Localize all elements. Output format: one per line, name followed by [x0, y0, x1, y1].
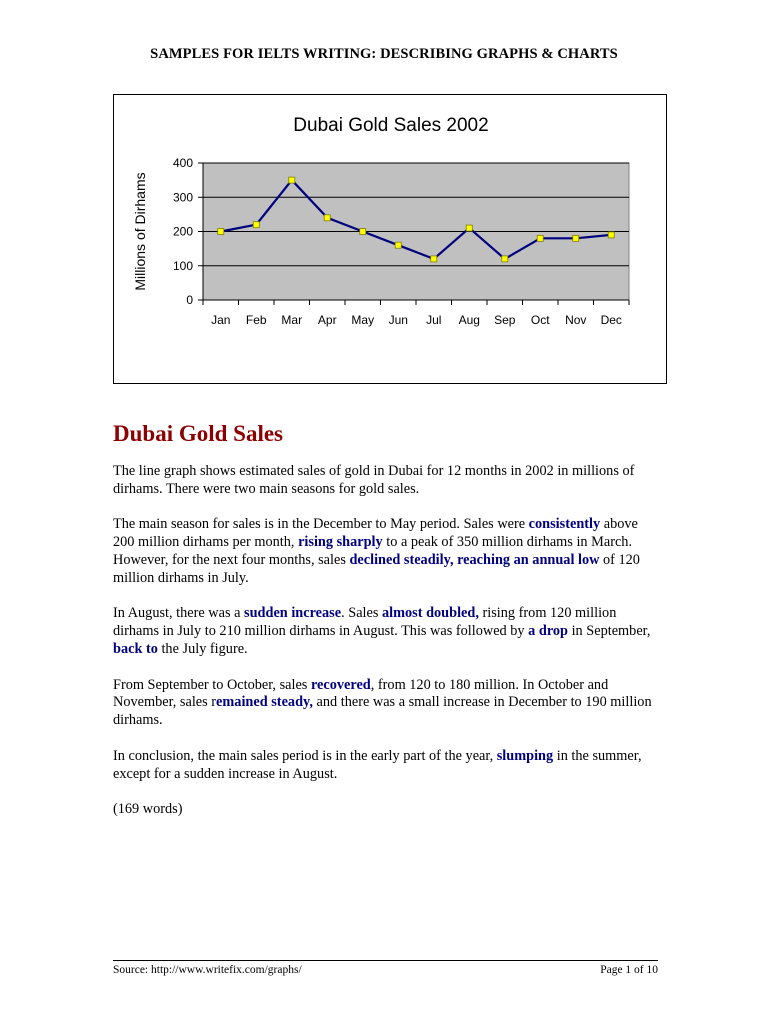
paragraph	[113, 516, 658, 587]
text-run: In August, there was a	[113, 605, 245, 622]
highlighted-phrase: almost doubled,	[382, 605, 479, 622]
y-tick-label: 0	[186, 293, 193, 307]
data-point-marker	[502, 256, 508, 262]
data-point-marker	[466, 225, 472, 231]
text-run: and there was a small increase in December to 190 million dirhams.	[113, 694, 652, 729]
text-run: in the summer, except for a sudden increase in August.	[113, 747, 642, 782]
text-run: the July figure.	[157, 640, 248, 657]
highlighted-phrase: emained steady,	[216, 694, 313, 711]
text-run: (169 words)	[113, 801, 183, 818]
chart-canvas	[114, 95, 666, 383]
x-tick-label: Sep	[494, 313, 516, 327]
data-point-marker	[218, 229, 224, 235]
data-point-marker	[324, 215, 330, 221]
data-point-marker	[289, 177, 295, 183]
data-point-marker	[431, 256, 437, 262]
paragraph	[113, 463, 658, 499]
highlighted-phrase: a drop	[528, 623, 569, 640]
x-tick-label: Feb	[245, 313, 267, 327]
paragraph	[113, 748, 658, 784]
highlighted-phrase: recovered	[310, 676, 371, 693]
chart-title: Dubai Gold Sales 2002	[293, 115, 489, 136]
text-run: to a peak of 350 million dirhams in March. However, for the next four months, sales	[113, 534, 633, 568]
text-run: above 200 million dirhams per month,	[113, 516, 638, 551]
article-body	[113, 463, 658, 837]
highlighted-phrase: back to	[113, 640, 158, 657]
text-run: in September,	[568, 623, 651, 640]
y-tick-label: 300	[172, 190, 193, 205]
footer-page-number: Page 1 of 10	[600, 964, 658, 976]
text-run: rising from 120 million dirhams in July to 210 million dirhams in August. This was followed by	[113, 605, 617, 640]
page-header-title: SAMPLES FOR IELTS WRITING: DESCRIBING GRAPHS & CHARTS	[150, 46, 618, 62]
y-tick-label: 400	[172, 156, 193, 170]
data-point-marker	[395, 242, 401, 248]
highlighted-phrase: declined steadily, reaching an annual low	[349, 551, 600, 568]
data-point-marker	[608, 232, 614, 238]
footer-source: Source: http://www.writefix.com/graphs/	[113, 964, 302, 976]
text-run: . Sales	[341, 605, 382, 622]
y-axis-label: Millions of Dirhams	[132, 172, 148, 291]
highlighted-phrase: rising sharply	[298, 534, 383, 551]
text-run: The line graph shows estimated sales of gold in Dubai for 12 months in 2002 in millions of dirhams. There were two main seasons for gold sales.	[113, 463, 635, 497]
x-axis-ticks	[203, 300, 629, 327]
x-tick-label: Oct	[530, 313, 550, 327]
x-tick-label: Jan	[211, 313, 231, 327]
x-tick-label: Jun	[388, 313, 408, 327]
text-run: , from 120 to 180 million. In October and November, sales r	[113, 676, 609, 711]
footer-divider	[113, 960, 658, 961]
x-tick-label: Aug	[458, 313, 480, 327]
x-tick-label: May	[351, 313, 375, 327]
x-tick-label: Apr	[317, 313, 337, 327]
x-tick-label: Jul	[426, 313, 442, 327]
text-run: In conclusion, the main sales period is in the early part of the year,	[113, 747, 497, 764]
data-point-marker	[253, 222, 259, 228]
x-tick-label: Dec	[600, 313, 622, 327]
highlighted-phrase: slumping	[496, 747, 554, 764]
data-point-marker	[537, 235, 543, 241]
paragraph	[113, 677, 658, 730]
highlighted-phrase: sudden increase	[244, 605, 342, 622]
y-tick-label: 200	[172, 224, 193, 239]
paragraph	[113, 605, 658, 658]
x-tick-label: Mar	[281, 313, 303, 327]
highlighted-phrase: consistently	[528, 516, 601, 533]
data-point-marker	[573, 235, 579, 241]
text-run: From September to October, sales	[113, 676, 311, 693]
data-point-marker	[360, 229, 366, 235]
y-axis-ticks	[173, 156, 203, 307]
text-run: of 120 million dirhams in July.	[113, 551, 640, 586]
y-tick-label: 100	[172, 258, 193, 273]
line-chart	[113, 94, 667, 384]
x-tick-label: Nov	[565, 313, 587, 327]
paragraph	[113, 801, 658, 819]
text-run: The main season for sales is in the December to May period. Sales were	[113, 516, 529, 533]
section-title: Dubai Gold Sales	[113, 421, 283, 446]
